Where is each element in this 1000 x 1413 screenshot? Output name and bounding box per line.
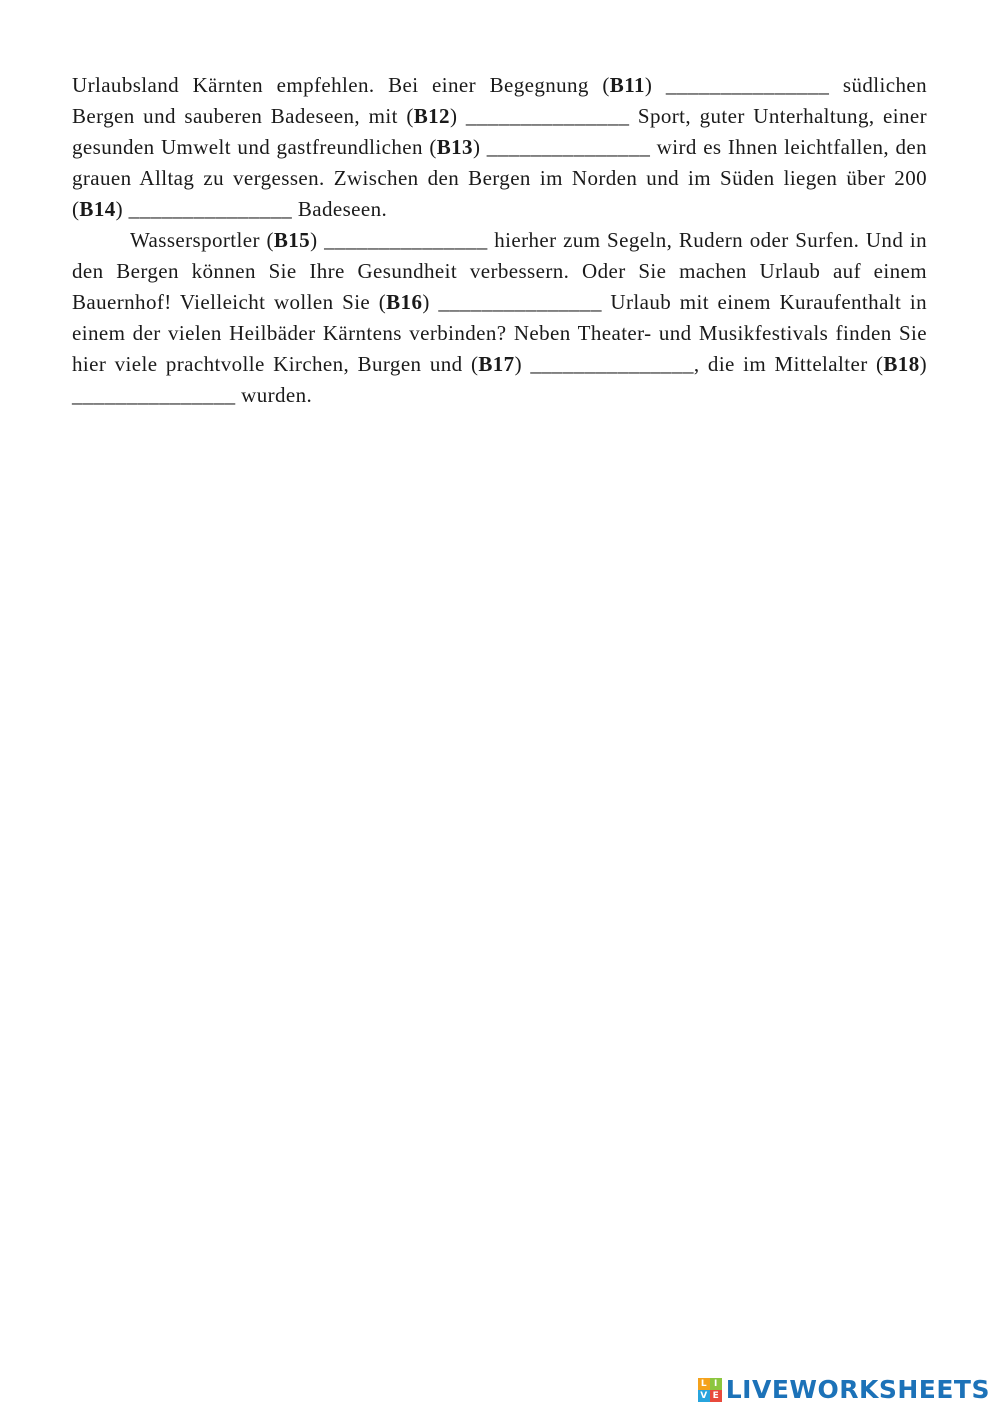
gap-label-b17: B17 bbox=[478, 352, 515, 376]
text-segment: ) _______________, die im Mittelalter ( bbox=[514, 352, 884, 376]
text-segment: ) _______________ südlichen Bergen und sauberen Badeseen, mit ( bbox=[72, 73, 927, 128]
text-segment: ) _______________ Sport, guter Unterhaltung, einer gesunden Umwelt und gastfreundlichen ( bbox=[72, 104, 927, 159]
text-segment: ) _______________ hierher zum Segeln, Rudern oder Surfen. Und in den Bergen können Sie Ihre Gesundheit verbessern. Oder Sie machen Urlaub auf einem Bauernhof! Vielleicht wollen Sie ( bbox=[72, 228, 927, 314]
text-segment: Urlaubsland Kärnten empfehlen. Bei einer Begegnung ( bbox=[72, 73, 610, 97]
text-segment: ) _______________ wurden. bbox=[72, 352, 928, 407]
liveworksheets-logo-icon bbox=[698, 1378, 722, 1402]
logo-wordmark: LIVEWORKSHEETS bbox=[725, 1375, 990, 1404]
paragraph-1 bbox=[72, 70, 927, 225]
paragraph-2 bbox=[72, 225, 927, 411]
logo-mark-letter: V bbox=[698, 1390, 710, 1402]
text-segment: ) _______________ Badeseen. bbox=[115, 197, 388, 221]
gap-label-b18: B18 bbox=[883, 352, 920, 376]
gap-label-b14: B14 bbox=[79, 197, 116, 221]
liveworksheets-logo bbox=[698, 1373, 990, 1407]
worksheet-text bbox=[72, 70, 927, 411]
logo-mark-letter: E bbox=[710, 1390, 722, 1402]
text-segment: ) _______________ Urlaub mit einem Kuraufenthalt in einem der vielen Heilbäder Kärntens verbinden? Neben Theater- und Musikfestivals finden Sie hier viele prachtvolle Kirchen, Burgen und ( bbox=[72, 290, 927, 376]
logo-mark-letter: I bbox=[710, 1378, 722, 1390]
text-segment: ) _______________ wird es Ihnen leichtfallen, den grauen Alltag zu vergessen. Zwischen den Bergen im Norden und im Süden liegen über 200 ( bbox=[72, 135, 928, 221]
gap-label-b12: B12 bbox=[413, 104, 450, 128]
gap-label-b13: B13 bbox=[436, 135, 473, 159]
gap-label-b11: B11 bbox=[609, 73, 645, 97]
text-segment: Wassersportler ( bbox=[130, 228, 274, 252]
gap-label-b16: B16 bbox=[386, 290, 423, 314]
logo-mark-letter: L bbox=[698, 1378, 710, 1390]
gap-label-b15: B15 bbox=[273, 228, 311, 252]
